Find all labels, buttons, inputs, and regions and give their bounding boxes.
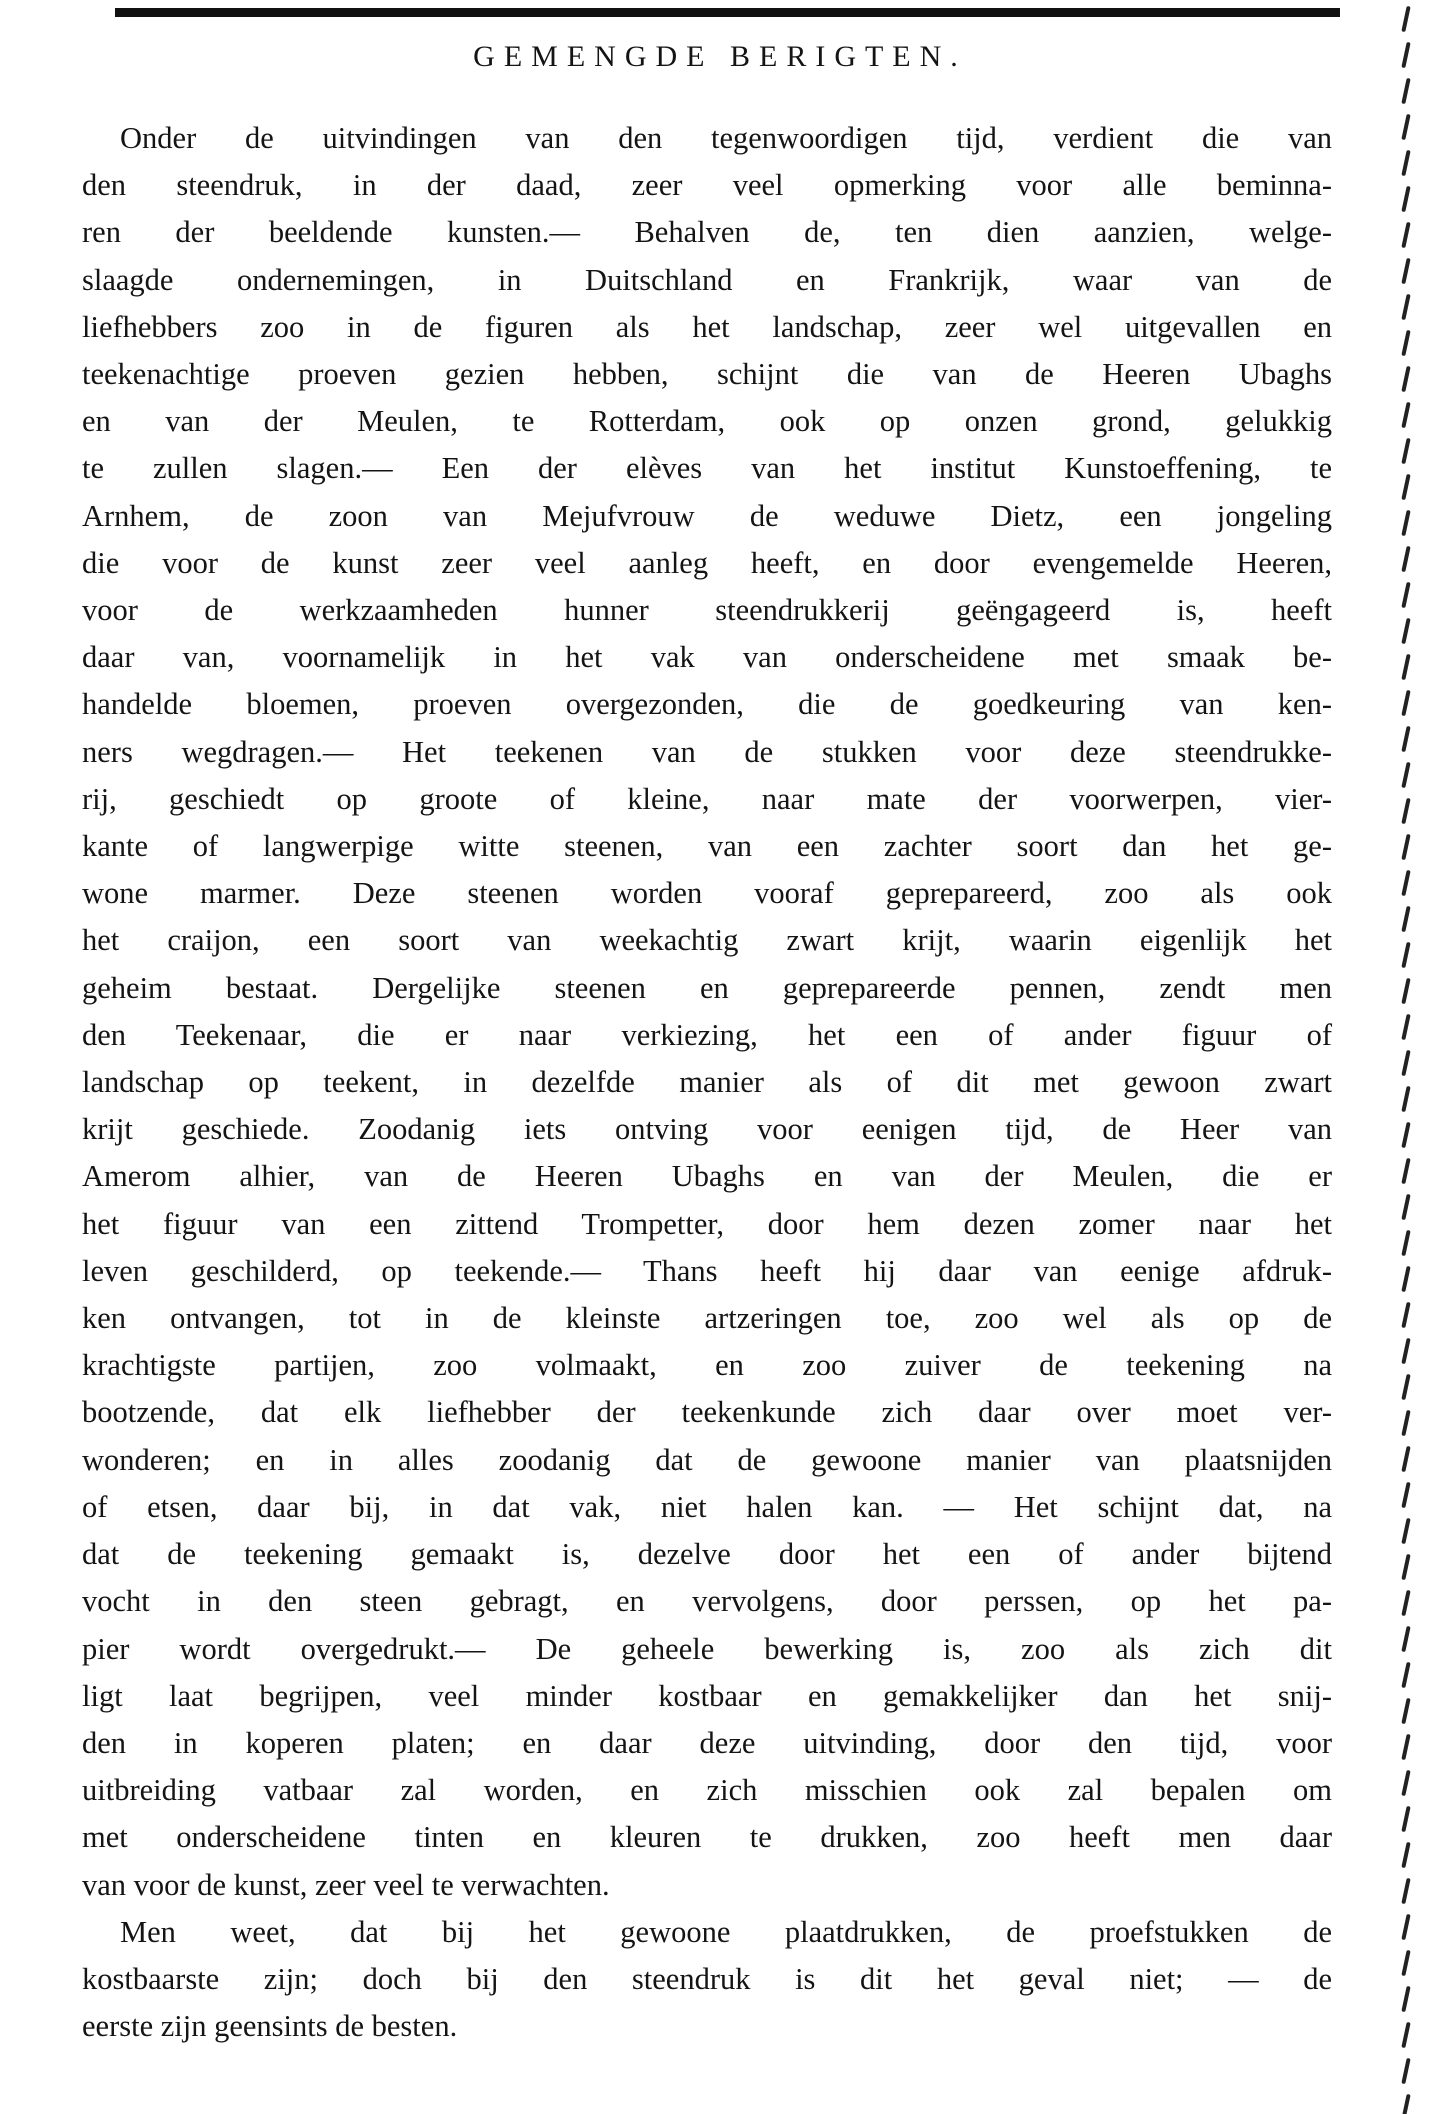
text-line: teekenachtige proeven gezien hebben, schijnt die van de Heeren Ubaghs [82, 357, 1332, 392]
text-line: slaagde ondernemingen, in Duitschland en Frankrijk, waar van de [82, 262, 1332, 297]
text-line: handelde bloemen, proeven overgezonden, die de goedkeuring van ken- [82, 687, 1332, 722]
text-line: den in koperen platen; en daar deze uitvinding, door den tijd, voor [82, 1725, 1332, 1760]
text-line: vocht in den steen gebragt, en vervolgens, door perssen, op het pa- [82, 1584, 1332, 1619]
text-line: den Teekenaar, die er naar verkiezing, het een of ander figuur of [82, 1017, 1332, 1052]
edge-mark [1401, 654, 1410, 680]
edge-mark [1401, 1482, 1410, 1508]
edge-mark [1401, 726, 1410, 752]
text-line: en van der Meulen, te Rotterdam, ook op onzen grond, gelukkig [82, 404, 1332, 439]
edge-mark [1401, 1770, 1410, 1796]
text-line: liefhebbers zoo in de figuren als het landschap, zeer wel uitgevallen en [82, 309, 1332, 344]
text-line: geheim bestaat. Dergelijke steenen en geprepareerde pennen, zendt men [82, 970, 1332, 1005]
text-line: van voor de kunst, zeer veel te verwachten. [82, 1867, 610, 1902]
edge-mark [1401, 1086, 1410, 1112]
text-line: krachtigste partijen, zoo volmaakt, en zoo zuiver de teekening na [82, 1348, 1332, 1383]
text-line: landschap op teekent, in dezelfde manier als of dit met gewoon zwart [82, 1065, 1332, 1100]
edge-mark [1401, 870, 1410, 896]
edge-mark [1401, 582, 1410, 608]
text-line: met onderscheidene tinten en kleuren te drukken, zoo heeft men daar [82, 1820, 1332, 1855]
edge-mark [1401, 1914, 1410, 1940]
edge-mark [1401, 1230, 1410, 1256]
edge-mark [1401, 222, 1410, 248]
edge-mark [1401, 474, 1410, 500]
text-line: kante of langwerpige witte steenen, van een zachter soort dan het ge- [82, 829, 1332, 864]
edge-mark [1401, 1374, 1410, 1400]
edge-mark [1401, 78, 1410, 104]
edge-mark [1401, 1122, 1410, 1148]
text-line: eerste zijn geensints de besten. [82, 2009, 458, 2044]
text-line: bootzende, dat elk liefhebber der teekenkunde zich daar over moet ver- [82, 1395, 1332, 1430]
edge-mark [1401, 114, 1410, 140]
edge-mark [1401, 1446, 1410, 1472]
top-rule [115, 8, 1340, 17]
text-line: Amerom alhier, van de Heeren Ubaghs en van der Meulen, die er [82, 1159, 1332, 1194]
edge-mark [1401, 186, 1410, 212]
edge-mark [1401, 2022, 1410, 2048]
edge-mark [1401, 1950, 1410, 1976]
edge-mark [1401, 1878, 1410, 1904]
text-line: ken ontvangen, tot in de kleinste artzeringen toe, zoo wel als op de [82, 1301, 1332, 1336]
edge-mark [1401, 1410, 1410, 1436]
text-line: kostbaarste zijn; doch bij den steendruk is dit het geval niet; — de [82, 1961, 1332, 1996]
edge-mark [1401, 1518, 1410, 1544]
text-line: die voor de kunst zeer veel aanleg heeft, en door evengemelde Heeren, [82, 545, 1332, 580]
edge-mark [1401, 294, 1410, 320]
edge-mark [1401, 42, 1410, 68]
edge-mark [1401, 1842, 1410, 1868]
text-line: pier wordt overgedrukt.— De geheele bewerking is, zoo als zich dit [82, 1631, 1332, 1666]
text-line: wone marmer. Deze steenen worden vooraf geprepareerd, zoo als ook [82, 876, 1332, 911]
edge-mark [1401, 762, 1410, 788]
text-line: uitbreiding vatbaar zal worden, en zich misschien ook zal bepalen om [82, 1773, 1332, 1808]
edge-mark [1401, 510, 1410, 536]
text-line: Arnhem, de zoon van Mejufvrouw de weduwe Dietz, een jongeling [82, 498, 1332, 533]
text-line: rij, geschiedt op groote of kleine, naar mate der voorwerpen, vier- [82, 781, 1332, 816]
text-line: het craijon, een soort van weekachtig zwart krijt, waarin eigenlijk het [82, 923, 1332, 958]
edge-mark [1401, 1194, 1410, 1220]
text-line: dat de teekening gemaakt is, dezelve door het een of ander bijtend [82, 1537, 1332, 1572]
edge-mark [1401, 978, 1410, 1004]
edge-mark [1401, 1698, 1410, 1724]
text-line: daar van, voornamelijk in het vak van onderscheidene met smaak be- [82, 640, 1332, 675]
edge-mark [1401, 1986, 1410, 2012]
page-edge-binding [1392, 0, 1422, 2114]
text-line: of etsen, daar bij, in dat vak, niet halen kan. — Het schijnt dat, na [82, 1489, 1332, 1524]
edge-mark [1401, 402, 1410, 428]
text-line: voor de werkzaamheden hunner steendrukkerij geëngageerd is, heeft [82, 593, 1332, 628]
edge-mark [1401, 942, 1410, 968]
edge-mark [1401, 1590, 1410, 1616]
edge-mark [1401, 438, 1410, 464]
text-line: het figuur van een zittend Trompetter, door hem dezen zomer naar het [82, 1206, 1332, 1241]
edge-mark [1401, 150, 1410, 176]
article-body [82, 115, 1332, 2050]
text-line: den steendruk, in der daad, zeer veel opmerking voor alle beminna- [82, 168, 1332, 203]
text-line: Men weet, dat bij het gewoone plaatdrukken, de proefstukken de [120, 1914, 1332, 1949]
edge-mark [1401, 366, 1410, 392]
text-line: ren der beeldende kunsten.— Behalven de, ten dien aanzien, welge- [82, 215, 1332, 250]
edge-mark [1401, 2094, 1410, 2114]
edge-mark [1401, 690, 1410, 716]
edge-mark [1401, 6, 1410, 32]
text-line: ners wegdragen.— Het teekenen van de stukken voor deze steendrukke- [82, 734, 1332, 769]
section-title: GEMENGDE BERIGTEN. [473, 40, 967, 73]
edge-mark [1401, 1338, 1410, 1364]
edge-mark [1401, 546, 1410, 572]
text-line: te zullen slagen.— Een der elèves van het institut Kunstoeffening, te [82, 451, 1332, 486]
edge-mark [1401, 906, 1410, 932]
edge-mark [1401, 798, 1410, 824]
edge-mark [1401, 618, 1410, 644]
edge-mark [1401, 1734, 1410, 1760]
text-line: leven geschilderd, op teekende.— Thans heeft hij daar van eenige afdruk- [82, 1253, 1332, 1288]
edge-mark [1401, 1014, 1410, 1040]
text-line: krijt geschiede. Zoodanig iets ontving voor eenigen tijd, de Heer van [82, 1112, 1332, 1147]
edge-mark [1401, 1662, 1410, 1688]
edge-mark [1401, 2058, 1410, 2084]
edge-mark [1401, 1050, 1410, 1076]
text-line: wonderen; en in alles zoodanig dat de gewoone manier van plaatsnijden [82, 1442, 1332, 1477]
text-line: Onder de uitvindingen van den tegenwoordigen tijd, verdient die van [120, 121, 1332, 155]
edge-mark [1401, 1626, 1410, 1652]
edge-mark [1401, 1302, 1410, 1328]
edge-mark [1401, 258, 1410, 284]
edge-mark [1401, 1266, 1410, 1292]
edge-mark [1401, 330, 1410, 356]
edge-mark [1401, 1554, 1410, 1580]
edge-mark [1401, 1806, 1410, 1832]
edge-mark [1401, 834, 1410, 860]
edge-mark [1401, 1158, 1410, 1184]
text-line: ligt laat begrijpen, veel minder kostbaar en gemakkelijker dan het snij- [82, 1678, 1332, 1713]
